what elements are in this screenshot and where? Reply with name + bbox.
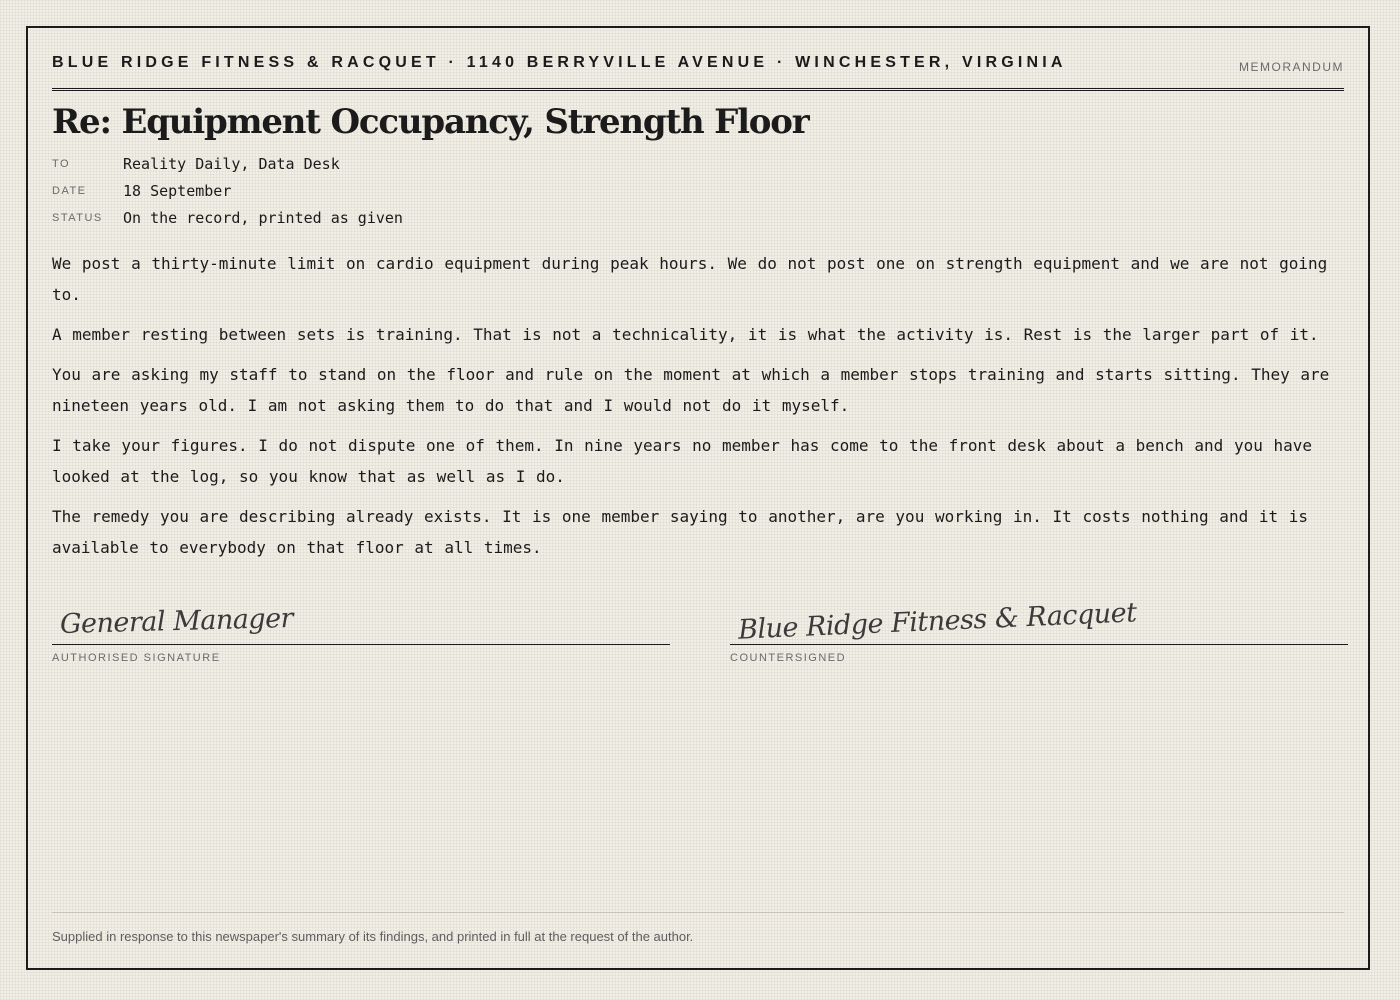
signature-text: Blue Ridge Fitness & Racquet xyxy=(737,597,1138,646)
body-paragraph: A member resting between sets is training. That is not a technicality, it is what the activity is. Rest is the larger part of it. xyxy=(52,325,1319,344)
footnote: Supplied in response to this newspaper's summary of its findings, and printed in full at the request of the author. xyxy=(52,912,1344,944)
meta-row-to xyxy=(52,150,403,177)
meta-value-status: On the record, printed as given xyxy=(123,208,403,227)
signature-label-countersigned: COUNTERSIGNED xyxy=(730,652,847,664)
signature-block-countersigned xyxy=(730,597,1348,664)
meta-value-to: Reality Daily, Data Desk xyxy=(123,154,340,173)
body-paragraph: You are asking my staff to stand on the floor and rule on the moment at which a member stops training and starts sitting. They are nineteen years old. I am not asking them to do that and I would not do it myself. xyxy=(52,365,1330,415)
meta-row-date xyxy=(52,177,403,204)
body-paragraph: The remedy you are describing already exists. It is one member saying to another, are you working in. It costs nothing and it is available to everybody on that floor at all times. xyxy=(52,507,1308,557)
meta-row-status xyxy=(52,204,403,231)
signature-label-authorised: AUTHORISED SIGNATURE xyxy=(52,652,221,664)
signature-block-authorised xyxy=(52,600,670,664)
body-paragraph: We post a thirty-minute limit on cardio equipment during peak hours. We do not post one on strength equipment and we are not going to. xyxy=(52,254,1328,304)
organization-line: BLUE RIDGE FITNESS & RACQUET · 1140 BERRYVILLE AVENUE · WINCHESTER, VIRGINIA xyxy=(52,54,1067,71)
memo-title: Re: Equipment Occupancy, Strength Floor xyxy=(52,102,809,142)
meta-label-status: STATUS xyxy=(52,211,103,224)
signature-script-general-manager xyxy=(52,600,670,645)
meta-value-date: 18 September xyxy=(123,181,232,200)
memo-body xyxy=(52,248,1344,572)
document-type-label: MEMORANDUM xyxy=(1239,60,1344,74)
body-paragraph: I take your figures. I do not dispute one of them. In nine years no member has come to the front desk about a bench and you have looked at the log, so you know that as well as I do. xyxy=(52,436,1312,486)
meta-label-date: DATE xyxy=(52,184,87,197)
letterhead xyxy=(52,52,1344,91)
signature-script-organization xyxy=(730,597,1348,646)
signature-text: General Manager xyxy=(59,602,294,641)
memo-meta xyxy=(52,150,403,231)
memo-sheet xyxy=(26,26,1370,970)
meta-label-to: TO xyxy=(52,157,71,170)
